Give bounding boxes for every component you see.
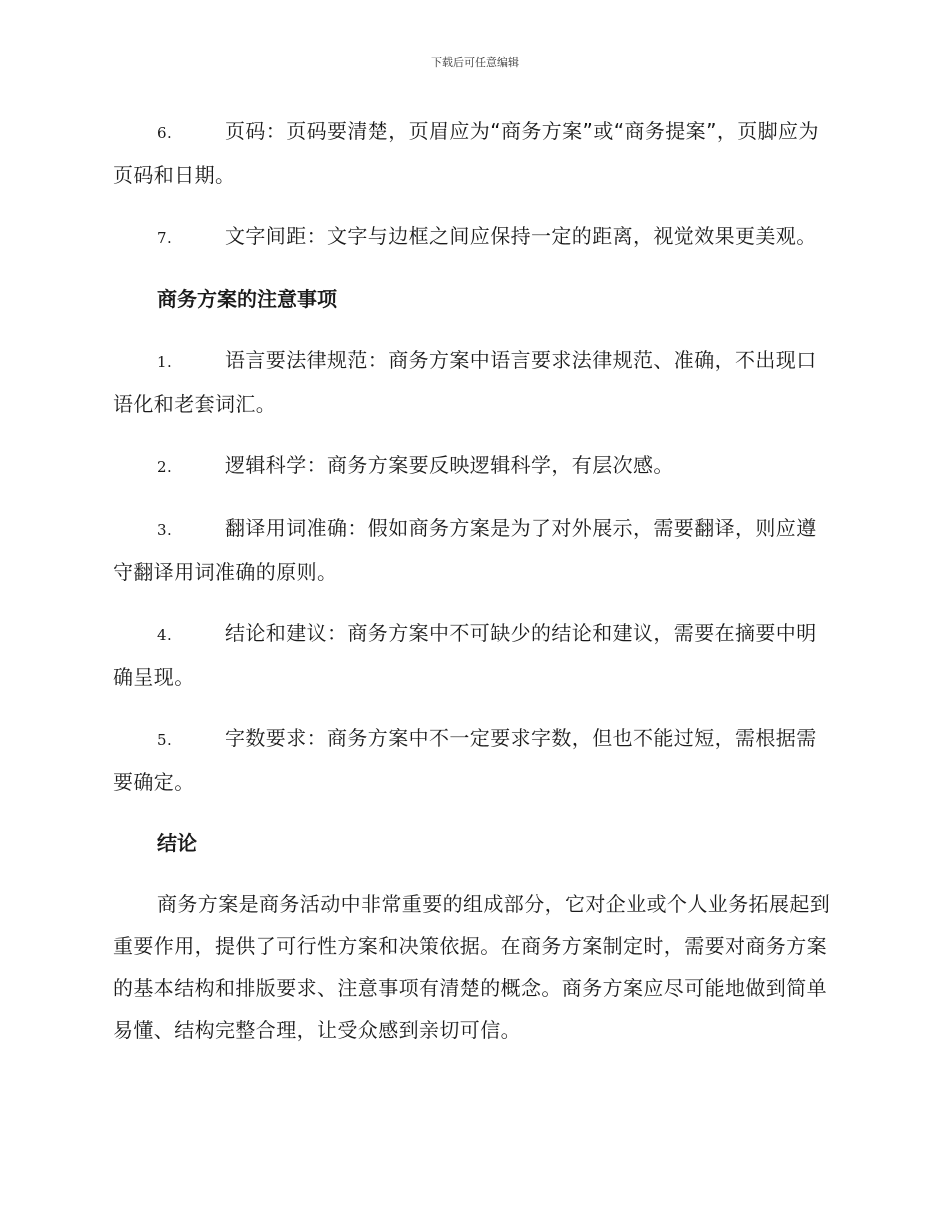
page-header: 下载后可任意编辑: [431, 56, 519, 69]
list-item-number: 5.: [157, 731, 173, 749]
list-item-number: 4.: [157, 626, 173, 644]
list-item-text: 逻辑科学：商务方案要反映逻辑科学，有层次感。: [225, 453, 674, 477]
list-item-text: 翻译用词准确：假如商务方案是为了对外展示，需要翻译，则应遵守翻译用词准确的原则。: [113, 516, 817, 584]
list-item: [113, 339, 833, 425]
list-item: [113, 717, 833, 803]
list-item-text: 字数要求：商务方案中不一定要求字数，但也不能过短，需根据需要确定。: [113, 726, 817, 794]
list-item-text: 页码：页码要清楚，页眉应为“商务方案”或“商务提案”，页脚应为页码和日期。: [113, 119, 819, 187]
list-item: [113, 110, 833, 196]
document-body: [113, 110, 833, 1051]
section-heading-notes: 商务方案的注意事项: [157, 287, 337, 311]
list-item-text: 结论和建议：商务方案中不可缺少的结论和建议，需要在摘要中明确呈现。: [113, 621, 817, 689]
list-item-number: 3.: [157, 521, 173, 539]
list-item: [113, 215, 833, 259]
list-item-text: 语言要法律规范：商务方案中语言要求法律规范、准确，不出现口语化和老套词汇。: [113, 348, 817, 416]
list-item-text: 文字间距：文字与边框之间应保持一定的距离，视觉效果更美观。: [225, 224, 817, 248]
list-item: [113, 507, 833, 593]
list-item-number: 6.: [157, 124, 173, 142]
conclusion-paragraph: 商务方案是商务活动中非常重要的组成部分，它对企业或个人业务拓展起到重要作用，提供了可行性方案和决策依据。在商务方案制定时，需要对商务方案的基本结构和排版要求、注意事项有清楚的概念。商务方案应尽可能地做到简单易懂、结构完整合理，让受众感到亲切可信。: [113, 892, 831, 1042]
list-item-number: 1.: [157, 353, 173, 371]
list-item-number: 7.: [157, 229, 173, 247]
list-item: [113, 612, 833, 698]
section-heading-conclusion: 结论: [157, 831, 197, 855]
list-item-number: 2.: [157, 458, 173, 476]
list-item: [113, 444, 833, 488]
